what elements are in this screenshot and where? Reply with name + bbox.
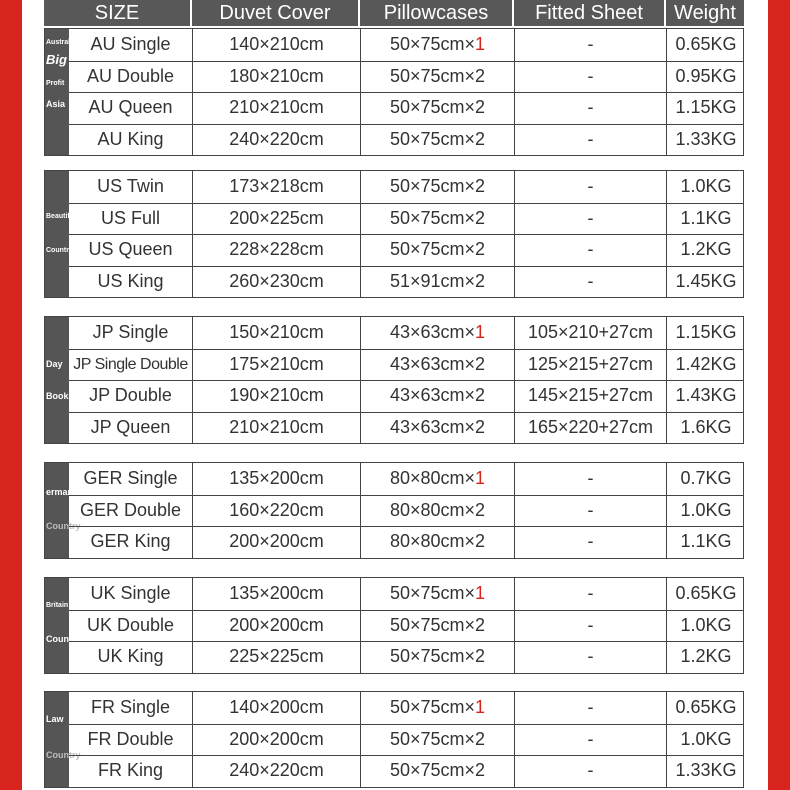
weight-cell: 1.0KG <box>680 614 732 635</box>
pillowcase-size: 50×75cm× <box>389 128 476 149</box>
duvet-cell: 135×200cm <box>193 463 361 495</box>
weight-cell: 1.6KG <box>680 416 732 437</box>
pillowcase-cell <box>361 412 515 444</box>
duvet-cell: 260×230cm <box>193 266 361 298</box>
pillowcase-size: 50×75cm× <box>389 34 476 54</box>
table-row <box>45 317 743 349</box>
pillowcase-cell <box>361 578 515 610</box>
sidebar-label: Country <box>46 750 81 760</box>
size-cell: US King <box>45 266 193 298</box>
weight-cell: 1.42KG <box>675 353 737 374</box>
table-row <box>45 412 743 444</box>
pillowcase-cell <box>361 29 515 61</box>
duvet-cell: 135×200cm <box>193 578 361 610</box>
size-cell: FR Double <box>45 724 193 756</box>
weight-cell: 1.0KG <box>680 176 732 196</box>
header-fitted-sheet: Fitted Sheet <box>514 0 666 26</box>
size-cell: JP Queen <box>45 412 193 444</box>
fitted-sheet-cell: - <box>515 641 667 673</box>
pillowcase-cell <box>361 724 515 756</box>
pillowcase-size: 50×75cm× <box>389 614 476 635</box>
duvet-cell: 150×210cm <box>193 317 361 349</box>
table-row <box>45 526 743 558</box>
pillowcase-count: 1 <box>475 322 486 342</box>
weight-cell: 1.43KG <box>675 385 737 405</box>
size-cell: UK Single <box>45 578 193 610</box>
pillowcase-size: 50×75cm× <box>389 239 476 259</box>
pillowcase-count: 2 <box>475 239 486 259</box>
table-row <box>45 610 743 642</box>
size-group <box>44 28 744 156</box>
pillowcase-cell <box>361 317 515 349</box>
size-cell: AU Queen <box>45 92 193 124</box>
table-row <box>45 641 743 673</box>
header-duvet-cover: Duvet Cover <box>192 0 360 26</box>
table-row <box>45 92 743 124</box>
table-row <box>45 578 743 610</box>
pillowcase-size: 50×75cm× <box>389 728 476 749</box>
table-row <box>45 29 743 61</box>
right-red-border <box>768 0 790 790</box>
pillowcase-count: 2 <box>475 760 486 780</box>
fitted-sheet-cell: - <box>515 266 667 298</box>
duvet-cell: 160×220cm <box>193 495 361 527</box>
pillowcase-cell <box>361 380 515 412</box>
duvet-cell: 140×210cm <box>193 29 361 61</box>
pillowcase-count: 2 <box>475 499 486 520</box>
size-cell: JP Double <box>45 380 193 412</box>
weight-cell: 0.7KG <box>680 468 732 488</box>
pillowcase-cell <box>361 92 515 124</box>
pillowcase-count: 1 <box>475 697 486 717</box>
size-cell: GER Double <box>45 495 193 527</box>
pillowcase-size: 50×75cm× <box>389 646 476 666</box>
pillowcase-cell <box>361 266 515 298</box>
sidebar-label: Country <box>46 521 81 531</box>
pillowcase-size: 50×75cm× <box>389 583 476 603</box>
pillowcase-cell <box>361 495 515 527</box>
weight-cell: 1.15KG <box>675 97 737 117</box>
pillowcase-size: 50×75cm× <box>389 697 476 717</box>
sidebar-label: Book <box>46 391 69 401</box>
fitted-sheet-cell: - <box>515 692 667 724</box>
table-row <box>45 203 743 235</box>
header-size: SIZE <box>44 0 192 26</box>
table-row <box>45 124 743 156</box>
fitted-sheet-cell: - <box>515 61 667 93</box>
pillowcase-cell <box>361 692 515 724</box>
fitted-sheet-cell: 125×215+27cm <box>515 349 667 381</box>
table-row <box>45 266 743 298</box>
fitted-sheet-cell: 105×210+27cm <box>515 317 667 349</box>
pillowcase-count: 2 <box>475 128 486 149</box>
size-group <box>44 691 744 788</box>
header-weight: Weight <box>674 2 736 24</box>
weight-cell: 1.0KG <box>680 728 732 749</box>
size-cell: GER Single <box>45 463 193 495</box>
size-group <box>44 170 744 298</box>
duvet-cell: 210×210cm <box>193 412 361 444</box>
pillowcase-cell <box>361 234 515 266</box>
duvet-cell: 225×225cm <box>193 641 361 673</box>
pillowcase-size: 51×91cm× <box>389 270 476 291</box>
duvet-cell: 200×225cm <box>193 203 361 235</box>
size-group <box>44 462 744 559</box>
size-group <box>44 316 744 444</box>
pillowcase-cell <box>361 124 515 156</box>
size-cell: US Full <box>45 203 193 235</box>
weight-cell: 1.0KG <box>680 499 732 520</box>
duvet-cell: 200×200cm <box>193 724 361 756</box>
fitted-sheet-cell: 145×215+27cm <box>515 380 667 412</box>
left-red-border <box>0 0 22 790</box>
fitted-sheet-cell: - <box>515 495 667 527</box>
pillowcase-count: 2 <box>475 728 486 749</box>
pillowcase-cell <box>361 463 515 495</box>
weight-cell: 1.45KG <box>675 270 737 291</box>
fitted-sheet-cell: - <box>515 171 667 203</box>
duvet-cell: 140×200cm <box>193 692 361 724</box>
pillowcase-cell <box>361 349 515 381</box>
size-cell: AU King <box>45 124 193 156</box>
pillowcase-count: 2 <box>475 385 486 405</box>
weight-cell: 1.33KG <box>675 760 737 780</box>
size-cell: JP Single Double <box>45 349 193 381</box>
fitted-sheet-cell: 165×220+27cm <box>515 412 667 444</box>
fitted-sheet-cell: - <box>515 463 667 495</box>
table-row <box>45 692 743 724</box>
fitted-sheet-cell: - <box>515 29 667 61</box>
pillowcase-count: 2 <box>475 207 486 228</box>
sidebar-label: Profit <box>46 80 65 87</box>
weight-cell: 0.95KG <box>675 65 737 86</box>
pillowcase-cell <box>361 610 515 642</box>
fitted-sheet-cell: - <box>515 203 667 235</box>
sidebar-label: Day <box>46 359 63 369</box>
size-cell: UK King <box>45 641 193 673</box>
sidebar-label: ermar <box>46 487 72 497</box>
weight-cell: 0.65KG <box>675 697 737 717</box>
duvet-cell: 200×200cm <box>193 610 361 642</box>
size-cell: FR Single <box>45 692 193 724</box>
table-row <box>45 234 743 266</box>
sidebar-label: Asia <box>46 99 66 109</box>
pillowcase-count: 2 <box>475 531 486 551</box>
pillowcase-count: 1 <box>475 34 486 54</box>
pillowcase-count: 1 <box>475 468 486 488</box>
table-row <box>45 349 743 381</box>
table-row <box>45 463 743 495</box>
pillowcase-size: 80×80cm× <box>389 531 476 551</box>
pillowcase-cell <box>361 526 515 558</box>
sidebar-label: Country <box>46 247 73 254</box>
pillowcase-size: 43×63cm× <box>389 353 476 374</box>
size-cell: GER King <box>45 526 193 558</box>
weight-cell: 0.65KG <box>675 583 737 603</box>
pillowcase-cell <box>361 61 515 93</box>
fitted-sheet-cell: - <box>515 578 667 610</box>
pillowcase-cell <box>361 171 515 203</box>
fitted-sheet-cell: - <box>515 234 667 266</box>
size-cell: FR King <box>45 755 193 787</box>
table-row <box>45 171 743 203</box>
duvet-cell: 190×210cm <box>193 380 361 412</box>
duvet-cell: 180×210cm <box>193 61 361 93</box>
sidebar-label: Beautif <box>46 213 70 220</box>
duvet-cell: 175×210cm <box>193 349 361 381</box>
size-cell: US Queen <box>45 234 193 266</box>
table-row <box>45 755 743 787</box>
duvet-cell: 240×220cm <box>193 755 361 787</box>
pillowcase-size: 50×75cm× <box>389 176 476 196</box>
duvet-cell: 210×210cm <box>193 92 361 124</box>
pillowcase-size: 50×75cm× <box>389 760 476 780</box>
pillowcase-count: 2 <box>475 646 486 666</box>
pillowcase-cell <box>361 203 515 235</box>
weight-cell: 1.2KG <box>680 239 732 259</box>
weight-cell: 1.1KG <box>680 207 732 228</box>
pillowcase-cell <box>361 641 515 673</box>
sidebar-label: Big <box>46 52 67 67</box>
pillowcase-count: 2 <box>475 614 486 635</box>
pillowcase-size: 80×80cm× <box>389 468 476 488</box>
fitted-sheet-cell: - <box>515 755 667 787</box>
size-cell: AU Single <box>45 29 193 61</box>
duvet-cell: 200×200cm <box>193 526 361 558</box>
weight-cell: 1.15KG <box>675 322 737 342</box>
fitted-sheet-cell: - <box>515 92 667 124</box>
weight-cell: 1.33KG <box>675 128 737 149</box>
sidebar-label: Law <box>46 714 64 724</box>
pillowcase-size: 80×80cm× <box>389 499 476 520</box>
size-group <box>44 577 744 674</box>
size-cell: US Twin <box>45 171 193 203</box>
pillowcase-count: 2 <box>475 97 486 117</box>
table-row <box>45 380 743 412</box>
pillowcase-count: 1 <box>475 583 486 603</box>
fitted-sheet-cell: - <box>515 724 667 756</box>
size-cell: AU Double <box>45 61 193 93</box>
sidebar-label: Australi <box>46 39 73 46</box>
fitted-sheet-cell: - <box>515 526 667 558</box>
size-cell: UK Double <box>45 610 193 642</box>
table-row <box>45 724 743 756</box>
size-cell: JP Single <box>45 317 193 349</box>
sidebar-label: Countr <box>46 634 76 644</box>
pillowcase-cell <box>361 755 515 787</box>
duvet-cell: 240×220cm <box>193 124 361 156</box>
sidebar-label: Britain <box>46 602 69 609</box>
fitted-sheet-cell: - <box>515 124 667 156</box>
header-pillowcases: Pillowcases <box>360 0 514 26</box>
duvet-cell: 173×218cm <box>193 171 361 203</box>
pillowcase-count: 2 <box>475 176 486 196</box>
pillowcase-size: 50×75cm× <box>389 97 476 117</box>
pillowcase-size: 50×75cm× <box>389 207 476 228</box>
pillowcase-size: 43×63cm× <box>389 416 476 437</box>
pillowcase-count: 2 <box>475 353 486 374</box>
weight-cell: 1.1KG <box>680 531 732 551</box>
pillowcase-count: 2 <box>475 416 486 437</box>
pillowcase-count: 2 <box>475 65 486 86</box>
duvet-cell: 228×228cm <box>193 234 361 266</box>
table-header <box>44 0 744 26</box>
table-row <box>45 495 743 527</box>
pillowcase-size: 43×63cm× <box>389 385 476 405</box>
table-row <box>45 61 743 93</box>
pillowcase-size: 43×63cm× <box>389 322 476 342</box>
fitted-sheet-cell: - <box>515 610 667 642</box>
weight-cell: 1.2KG <box>680 646 732 666</box>
pillowcase-count: 2 <box>475 270 486 291</box>
weight-cell: 0.65KG <box>675 34 737 54</box>
pillowcase-size: 50×75cm× <box>389 65 476 86</box>
